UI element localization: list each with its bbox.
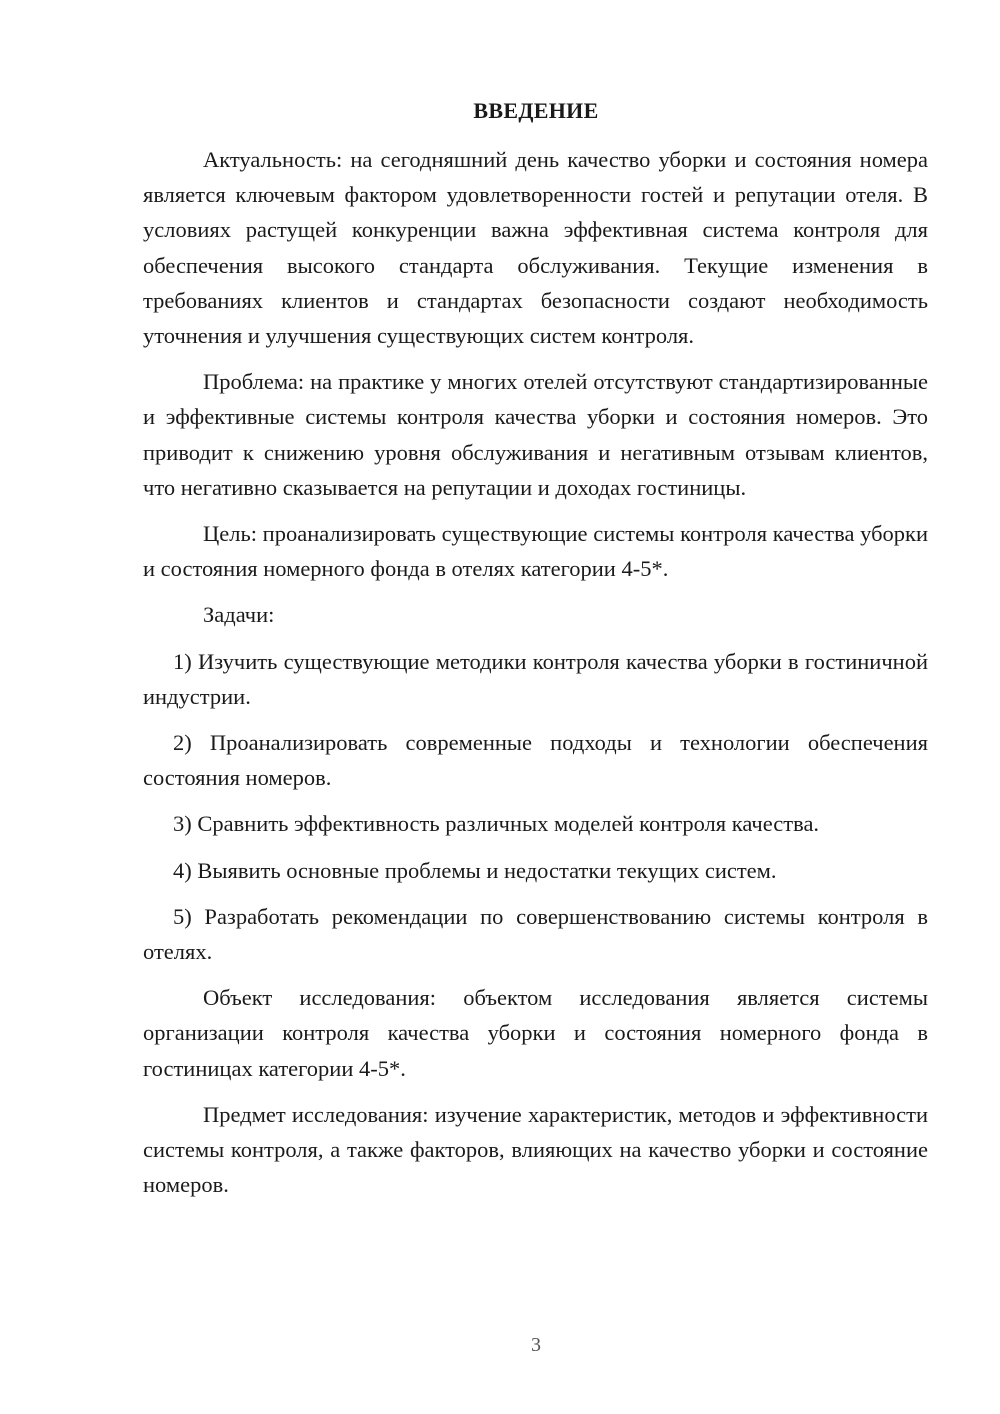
paragraph-subject: Предмет исследования: изучение характеристик, методов и эффективности системы контроля, а также факторов, влияющих на качество уборки и состояние номеров.: [143, 1101, 928, 1198]
tasks-heading: Задачи:: [203, 602, 275, 628]
task-item-3: 3) Сравнить эффективность различных моделей контроля качества.: [173, 811, 820, 837]
paragraph-relevance: Актуальность: на сегодняшний день качество уборки и состояния номера является ключевым фактором удовлетворенности гостей и репутации отеля. В условиях растущей конкуренции важна эффективная система контроля для обеспечения высокого стандарта обслуживания. Текущие изменения в требованиях клиентов и стандартах безопасности создают необходимость уточнения и улучшения существующих систем контроля.: [143, 147, 928, 349]
task-item-1: 1) Изучить существующие методики контроля качества уборки в гостиничной индустрии.: [143, 648, 928, 709]
document-body: [143, 142, 928, 1213]
paragraph-object: Объект исследования: объектом исследования является системы организации контроля качества уборки и состояния номерного фонда в гостиницах категории 4-5*.: [143, 985, 928, 1081]
page-title: ВВЕДЕНИЕ: [473, 98, 599, 123]
task-item-2: 2) Проанализировать современные подходы и технологии обеспечения состояния номеров.: [143, 730, 928, 791]
task-item-5: 5) Разработать рекомендации по совершенствованию системы контроля в отелях.: [143, 903, 928, 965]
paragraph-problem: Проблема: на практике у многих отелей отсутствуют стандартизированные и эффективные системы контроля качества уборки и состояния номеров. Это приводит к снижению уровня обслуживания и негативным отзывам клиентов, что негативно сказывается на репутации и доходах гостиницы.: [143, 369, 928, 500]
task-item-4: 4) Выявить основные проблемы и недостатки текущих систем.: [173, 857, 777, 883]
paragraph-goal: Цель: проанализировать существующие системы контроля качества уборки и состояния номерного фонда в отелях категории 4-5*.: [143, 521, 928, 582]
page-number: 3: [531, 1334, 541, 1356]
